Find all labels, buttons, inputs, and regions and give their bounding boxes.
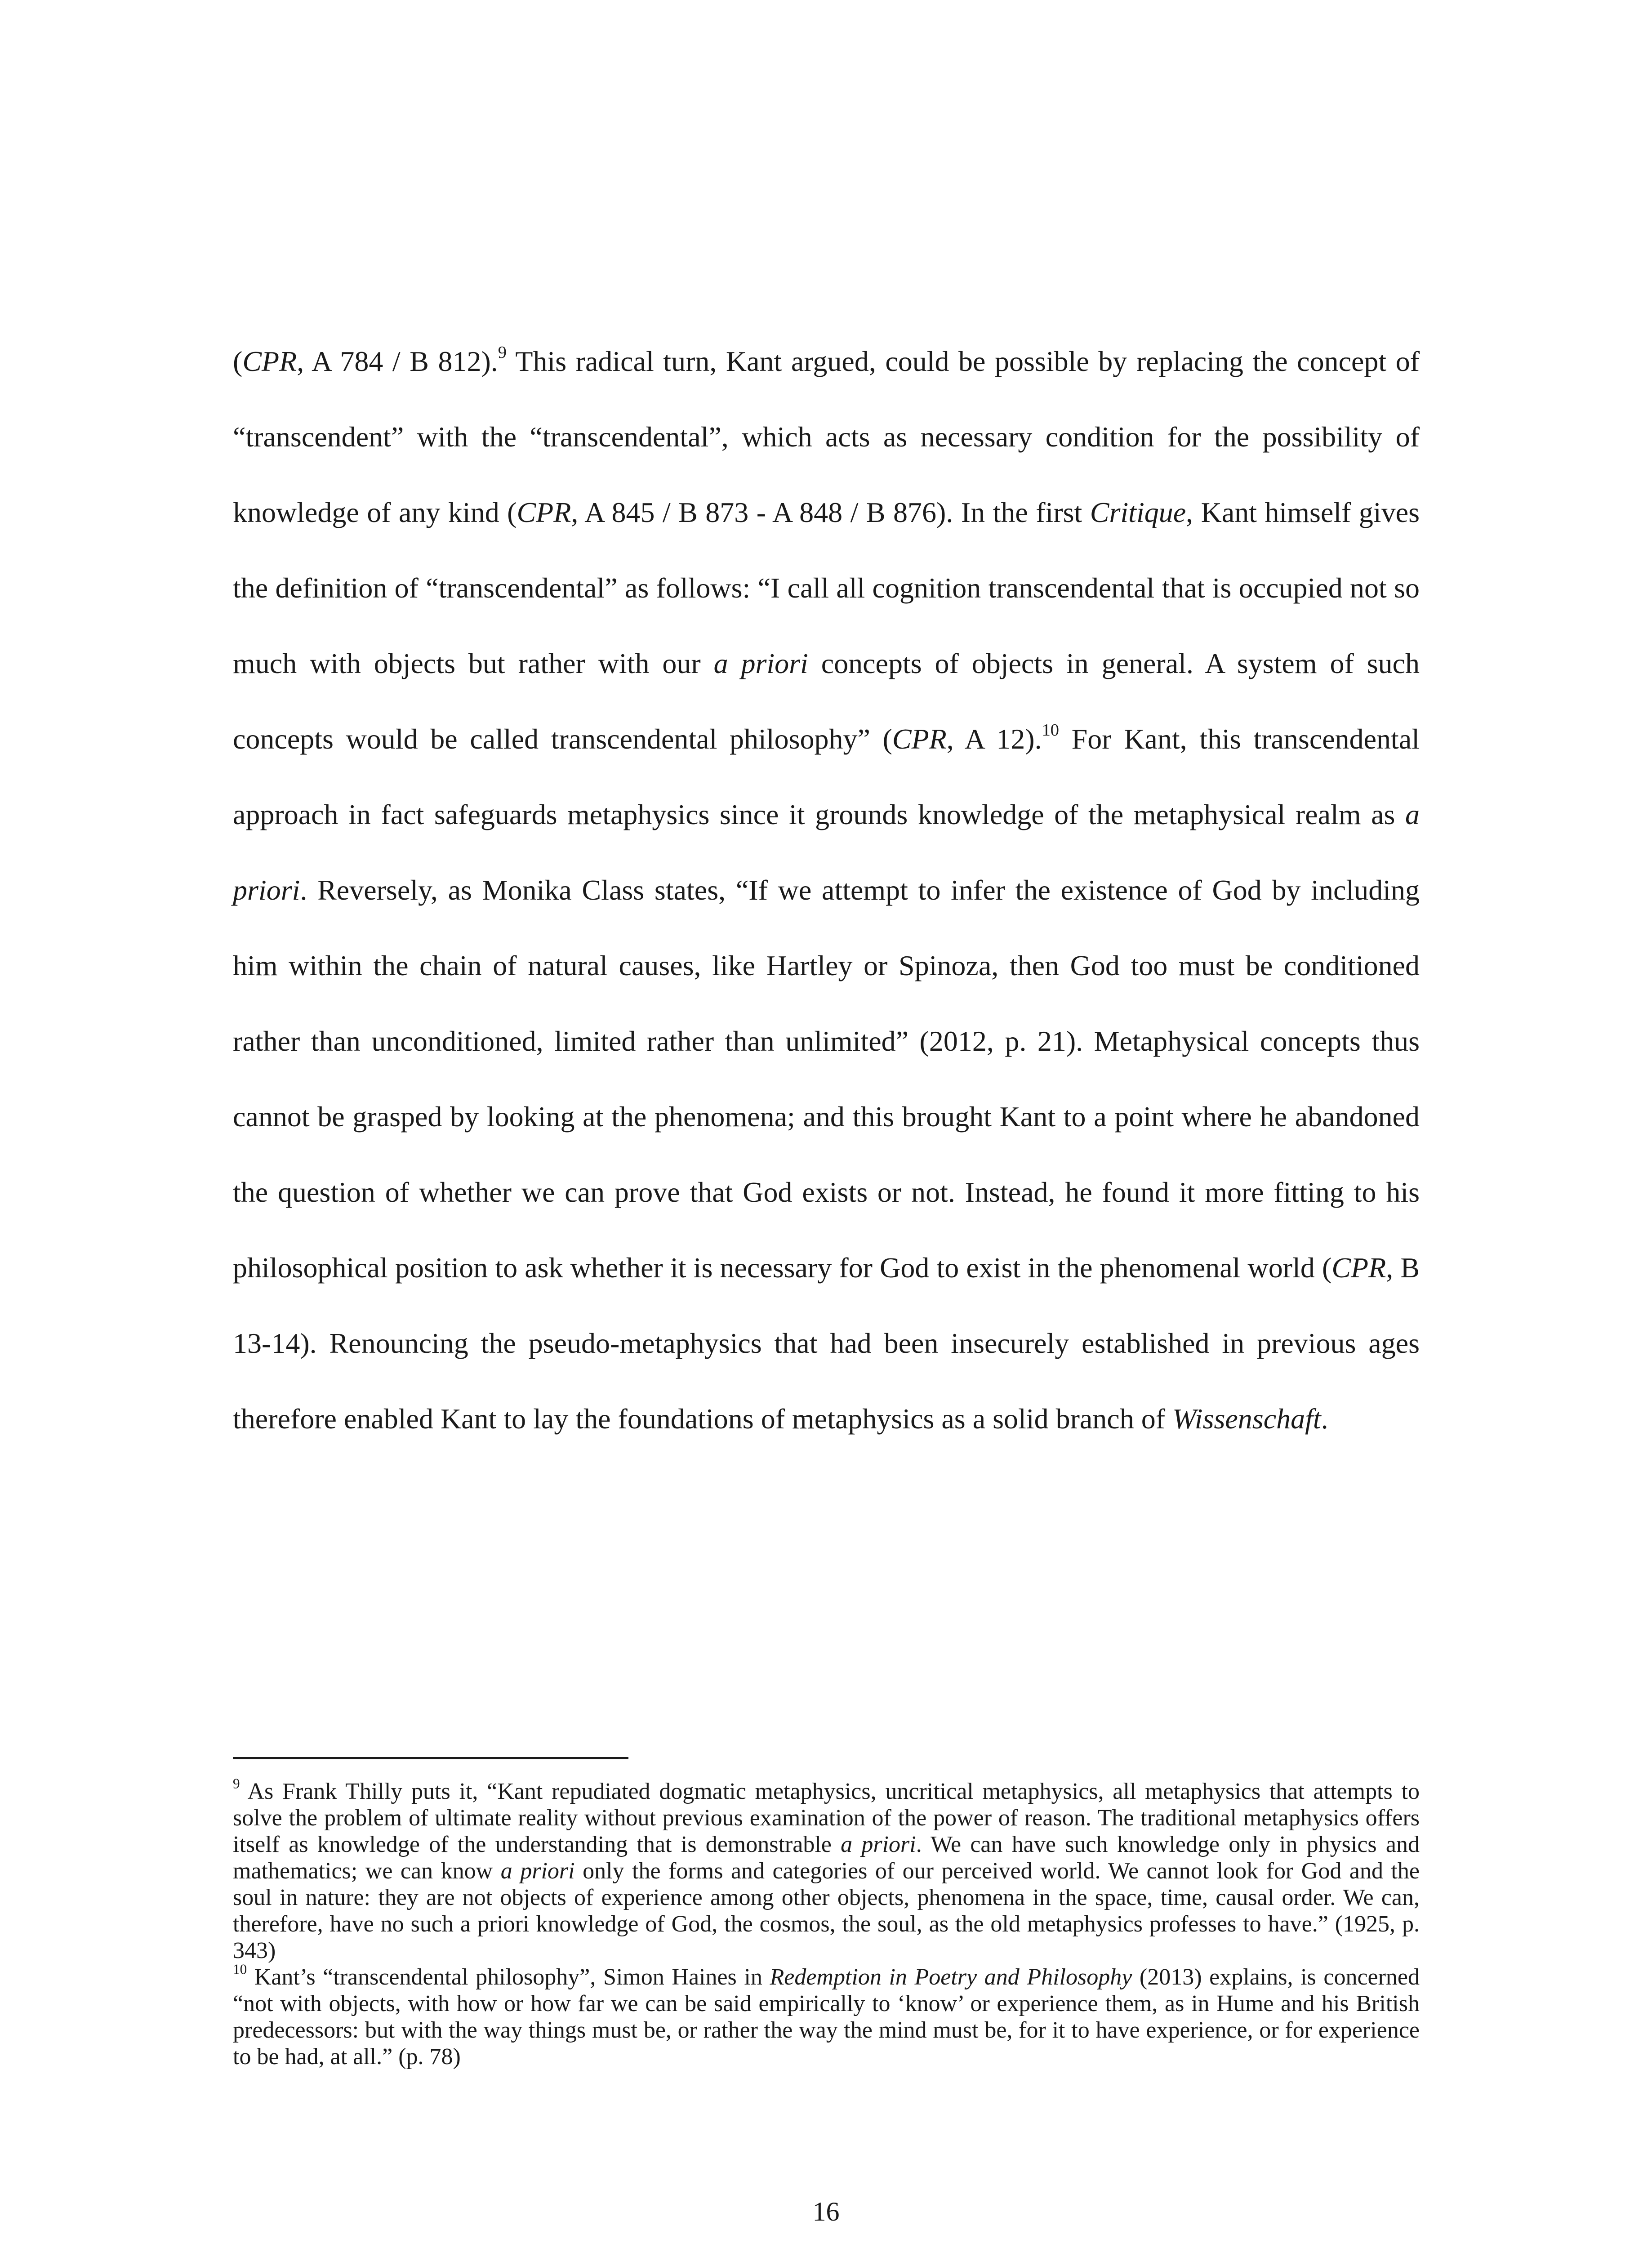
citation-abbrev: CPR xyxy=(892,723,947,755)
footnote-number: 9 xyxy=(233,1775,240,1792)
italic-title: Redemption in Poetry and Philosophy xyxy=(770,1964,1132,1990)
text-run: (2013) explains, is concerned “not with objects, with how or how far we can be said empirically to ‘know’ or experience them, as in Hume and his British predecessors: but with the way things must be, or rather the way the mind must be, for it to have experience, or for experience to be had, at all.” (p. 78) xyxy=(233,1964,1420,2070)
main-text xyxy=(233,324,1420,1457)
text-run: Kant’s “transcendental philosophy”, Simon Haines in xyxy=(247,1964,770,1990)
footnote-9 xyxy=(233,1775,1420,1964)
italic-term: a priori xyxy=(500,1858,575,1884)
text-run: , A 784 / B 812). xyxy=(297,345,498,377)
italic-term: a priori xyxy=(713,647,808,679)
footnote-10 xyxy=(233,1961,1420,2070)
body-paragraph xyxy=(233,324,1420,1457)
citation-abbrev: CPR xyxy=(517,496,571,528)
text-run: This radical turn, Kant argued, could be possible by replacing the concept of “transcendent” with the “transcendental”, which acts as necessary condition for the possibility of knowledge of any kind ( xyxy=(233,345,1420,528)
italic-term: a priori xyxy=(841,1832,916,1857)
text-run: . xyxy=(1321,1403,1328,1435)
italic-title: Critique xyxy=(1090,496,1186,528)
italic-term: a priori xyxy=(233,798,1420,906)
footnote-number: 10 xyxy=(233,1961,247,1977)
italic-term: Wissenschaft xyxy=(1172,1403,1321,1435)
text-run: , A 845 / B 873 - A 848 / B 876). In the first xyxy=(571,496,1090,528)
text-run: only the forms and categories of our perceived world. We cannot look for God and the soul in nature: they are not objects of experience among other objects, phenomena in the space, time, causal order. We can, therefore, have no such a priori knowledge of God, the cosmos, the soul, as the old metaphysics professes to have.” (1925, p. 343) xyxy=(233,1858,1420,1963)
page-number: 16 xyxy=(812,2197,840,2226)
text-run: , B 13-14). Renouncing the pseudo-metaphysics that had been insecurely established in previous ages therefore enabled Kant to lay the foundations of metaphysics as a solid branch of xyxy=(233,1252,1420,1435)
text-run: , A 12). xyxy=(946,723,1042,755)
footnotes xyxy=(233,1775,1420,2070)
text-run: . We can have such knowledge only in physics and mathematics; we can know xyxy=(233,1832,1420,1884)
citation-abbrev: CPR xyxy=(1331,1252,1386,1284)
footnote-ref-9[interactable]: 9 xyxy=(498,343,507,362)
text-run: ( xyxy=(233,345,243,377)
text-run: . Reversely, as Monika Class states, “If we attempt to infer the existence of God by including him within the chain of natural causes, like Hartley or Spinoza, then God too must be conditioned rather than unconditioned, limited rather than unlimited” (2012, p. 21). Metaphysical concepts thus cannot be grasped by looking at the phenomena; and this brought Kant to a point where he abandoned the question of whether we can prove that God exists or not. Instead, he found it more fitting to his philosophical position to ask whether it is necessary for God to exist in the phenomenal world ( xyxy=(233,874,1420,1284)
text-run: As Frank Thilly puts it, “Kant repudiated dogmatic metaphysics, uncritical metaphysics, all metaphysics that attempts to solve the problem of ultimate reality without previous examination of the power of reason. The traditional metaphysics offers itself as knowledge of the understanding that is demonstrable xyxy=(233,1779,1420,1857)
text-run: concepts of objects in general. A system of such concepts would be called transcendental philosophy” ( xyxy=(233,647,1420,755)
text-run: For Kant, this transcendental approach in fact safeguards metaphysics since it grounds knowledge of the metaphysical realm as xyxy=(233,723,1420,830)
text-run: , Kant himself gives the definition of “transcendental” as follows: “I call all cognition transcendental that is occupied not so much with objects but rather with our xyxy=(233,496,1420,679)
footnote-separator xyxy=(233,1757,628,1759)
footnote-ref-10[interactable]: 10 xyxy=(1042,721,1059,740)
citation-abbrev: CPR xyxy=(242,345,297,377)
